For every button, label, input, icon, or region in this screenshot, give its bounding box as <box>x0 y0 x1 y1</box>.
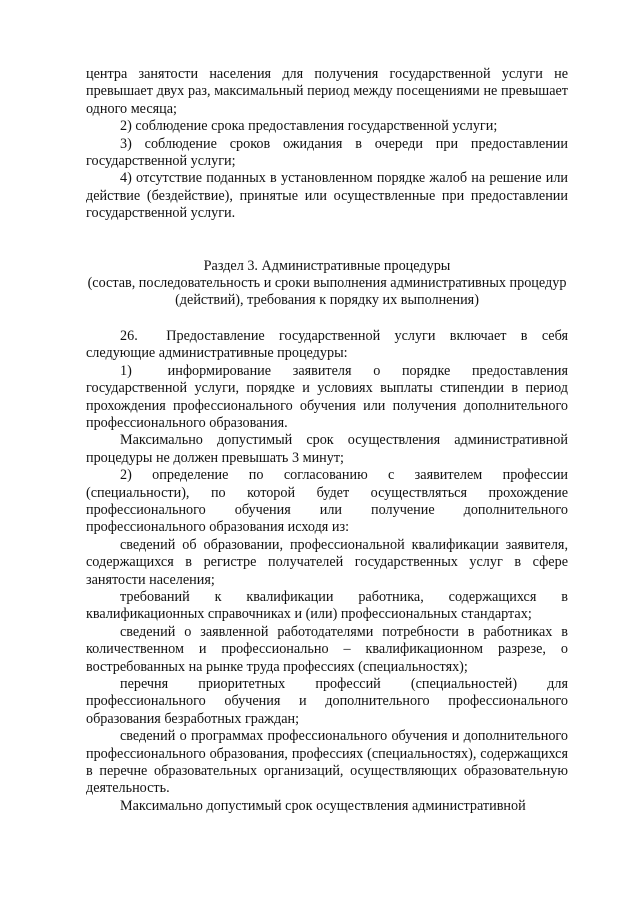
section-subtitle: (состав, последовательность и сроки выполнения административных процедур (действий), требования к порядку их выполнения) <box>87 275 567 309</box>
section-spacer <box>86 223 568 258</box>
paragraph-education-info: сведений об образовании, профессиональной квалификации заявителя, содержащихся в регистре получателей государственных услуг в сфере занятости населения; <box>86 536 568 588</box>
paragraph-employer-demand: сведений о заявленной работодателями потребности в работниках в количественном и профессионально – квалификационном разрезе, о востребованных на рынке труда профессиях (специальностях); <box>86 623 568 675</box>
paragraph-item-4: 4) отсутствие поданных в установленном порядке жалоб на решение или действие (бездействие), принятые или осуществленные при предоставлении государственной услуги. <box>86 170 568 222</box>
paragraph-priority-list: перечня приоритетных профессий (специальностей) для профессионального обучения и дополнительного профессионального образования безработных граждан; <box>86 676 568 727</box>
paragraph-qualification-req: требований к квалификации работника, содержащихся в квалификационных справочниках и (или) профессиональных стандартах; <box>86 588 568 623</box>
paragraph-max-time-1: Максимально допустимый срок осуществления административной процедуры не должен превышать 3 минут; <box>86 432 568 466</box>
paragraph-procedure-1: 1) информирование заявителя о порядке предоставления государственной услуги, порядке и условиях выплаты стипендии в период прохождения профессионального обучения или получения дополнительного профессионального образования. <box>86 362 568 431</box>
section-spacer-small <box>86 310 568 328</box>
paragraph-continuation: центра занятости населения для получения государственной услуги не превышает двух раз, максимальный период между посещениями не превышает одного месяца; <box>86 66 568 117</box>
paragraph-item-2: 2) соблюдение срока предоставления государственной услуги; <box>120 118 498 135</box>
document-page <box>86 66 568 815</box>
section-title: Раздел 3. Административные процедуры <box>203 257 451 274</box>
paragraph-programs-info: сведений о программах профессионального обучения и дополнительного профессионального образования, профессиях (специальностях), содержащихся в перечне образовательных организаций, осуществляющих образовательную деятельность. <box>86 728 568 797</box>
paragraph-procedure-2: 2) определение по согласованию с заявителем профессии (специальности), по которой будет осуществляться прохождение профессионального обучения или получение дополнительного профессионального образования исходя из: <box>86 467 568 536</box>
paragraph-item-3: 3) соблюдение сроков ожидания в очереди при предоставлении государственной услуги; <box>86 135 568 170</box>
paragraph-max-time-2: Максимально допустимый срок осуществления административной <box>120 797 526 814</box>
paragraph-26: 26. Предоставление государственной услуги включает в себя следующие административные процедуры: <box>86 327 568 362</box>
